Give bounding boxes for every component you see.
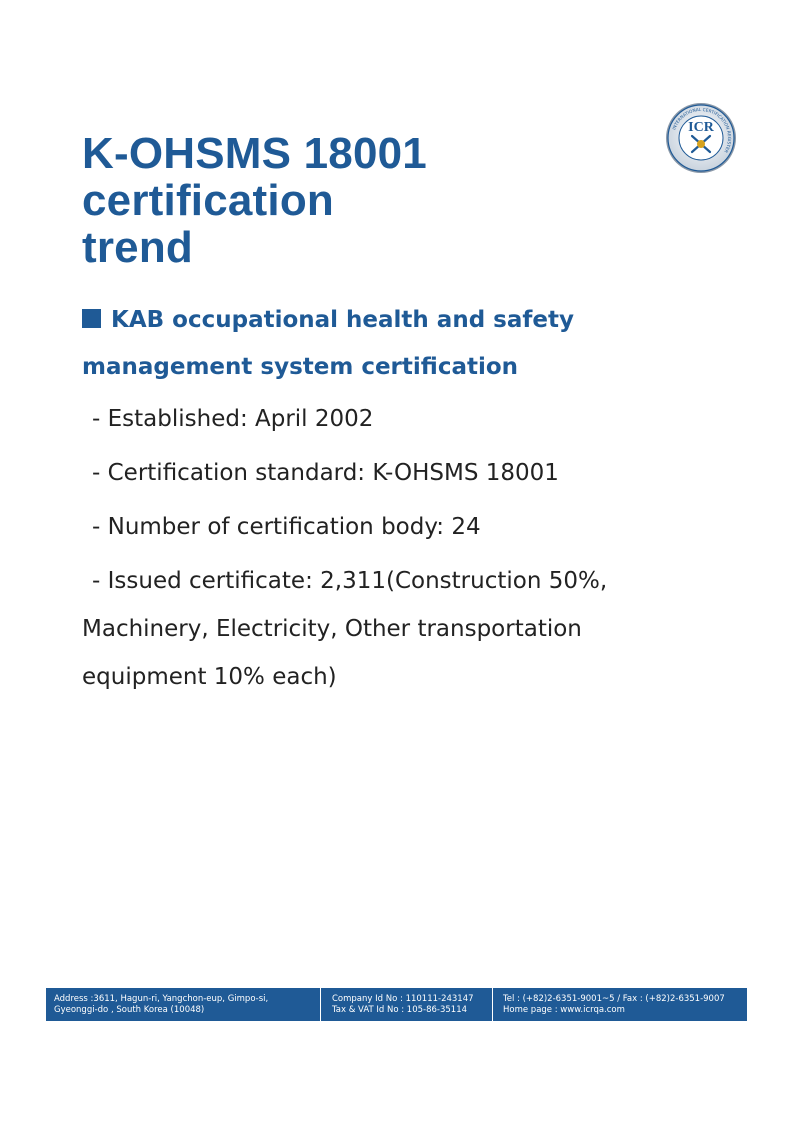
- title-line-2: trend: [82, 223, 193, 272]
- list-item-bodies: [82, 503, 722, 551]
- footer-address-line-1: Address :3611, Hagun-ri, Yangchon-eup, Gimpo-si,: [54, 994, 269, 1004]
- list-item-text: Number of certification body: 24: [107, 514, 481, 540]
- list-dash: -: [92, 514, 108, 540]
- icr-logo: [665, 102, 737, 174]
- page-title: [82, 130, 682, 271]
- section-heading: [82, 297, 722, 391]
- list-dash: -: [92, 568, 108, 594]
- section-heading-line-2: management system certification: [82, 354, 519, 380]
- footer-company-id: Company Id No : 110111-243147: [332, 994, 474, 1004]
- list-item-text: Established: April 2002: [107, 406, 374, 432]
- list-item-standard: [82, 449, 722, 497]
- list-item-text: Issued certificate: 2,311(Construction 50%,: [107, 568, 608, 594]
- logo-text: ICR: [688, 120, 714, 135]
- certification-details-list: [82, 395, 722, 707]
- list-dash: -: [92, 460, 108, 486]
- footer-homepage: Home page : www.icrqa.com: [503, 1005, 625, 1015]
- list-dash: -: [92, 406, 108, 432]
- list-item-text: Certification standard: K-OHSMS 18001: [107, 460, 559, 486]
- footer-bar: [46, 988, 747, 1021]
- list-item-certificates: [82, 557, 722, 701]
- footer-address: [46, 988, 321, 1021]
- list-item-text-cont-1: Machinery, Electricity, Other transportation: [82, 616, 582, 642]
- footer-address-line-2: Gyeonggi-do , South Korea (10048): [54, 1005, 205, 1015]
- footer-company-ids: [321, 988, 493, 1021]
- list-item-text-cont-2: equipment 10% each): [82, 664, 337, 690]
- list-item-established: [82, 395, 722, 443]
- section-heading-line-1: KAB occupational health and safety: [111, 307, 574, 333]
- square-bullet-icon: [82, 309, 101, 328]
- footer-vat-id: Tax & VAT Id No : 105-86-35114: [332, 1005, 468, 1015]
- footer-contact: [493, 988, 747, 1021]
- logo-ring-text: INTERNATIONAL CERTIFICATION REGISTER: [672, 107, 732, 154]
- title-line-1: K-OHSMS 18001 certification: [82, 129, 427, 225]
- footer-phone: Tel : (+82)2-6351-9001~5 / Fax : (+82)2-6351-9007: [503, 994, 725, 1004]
